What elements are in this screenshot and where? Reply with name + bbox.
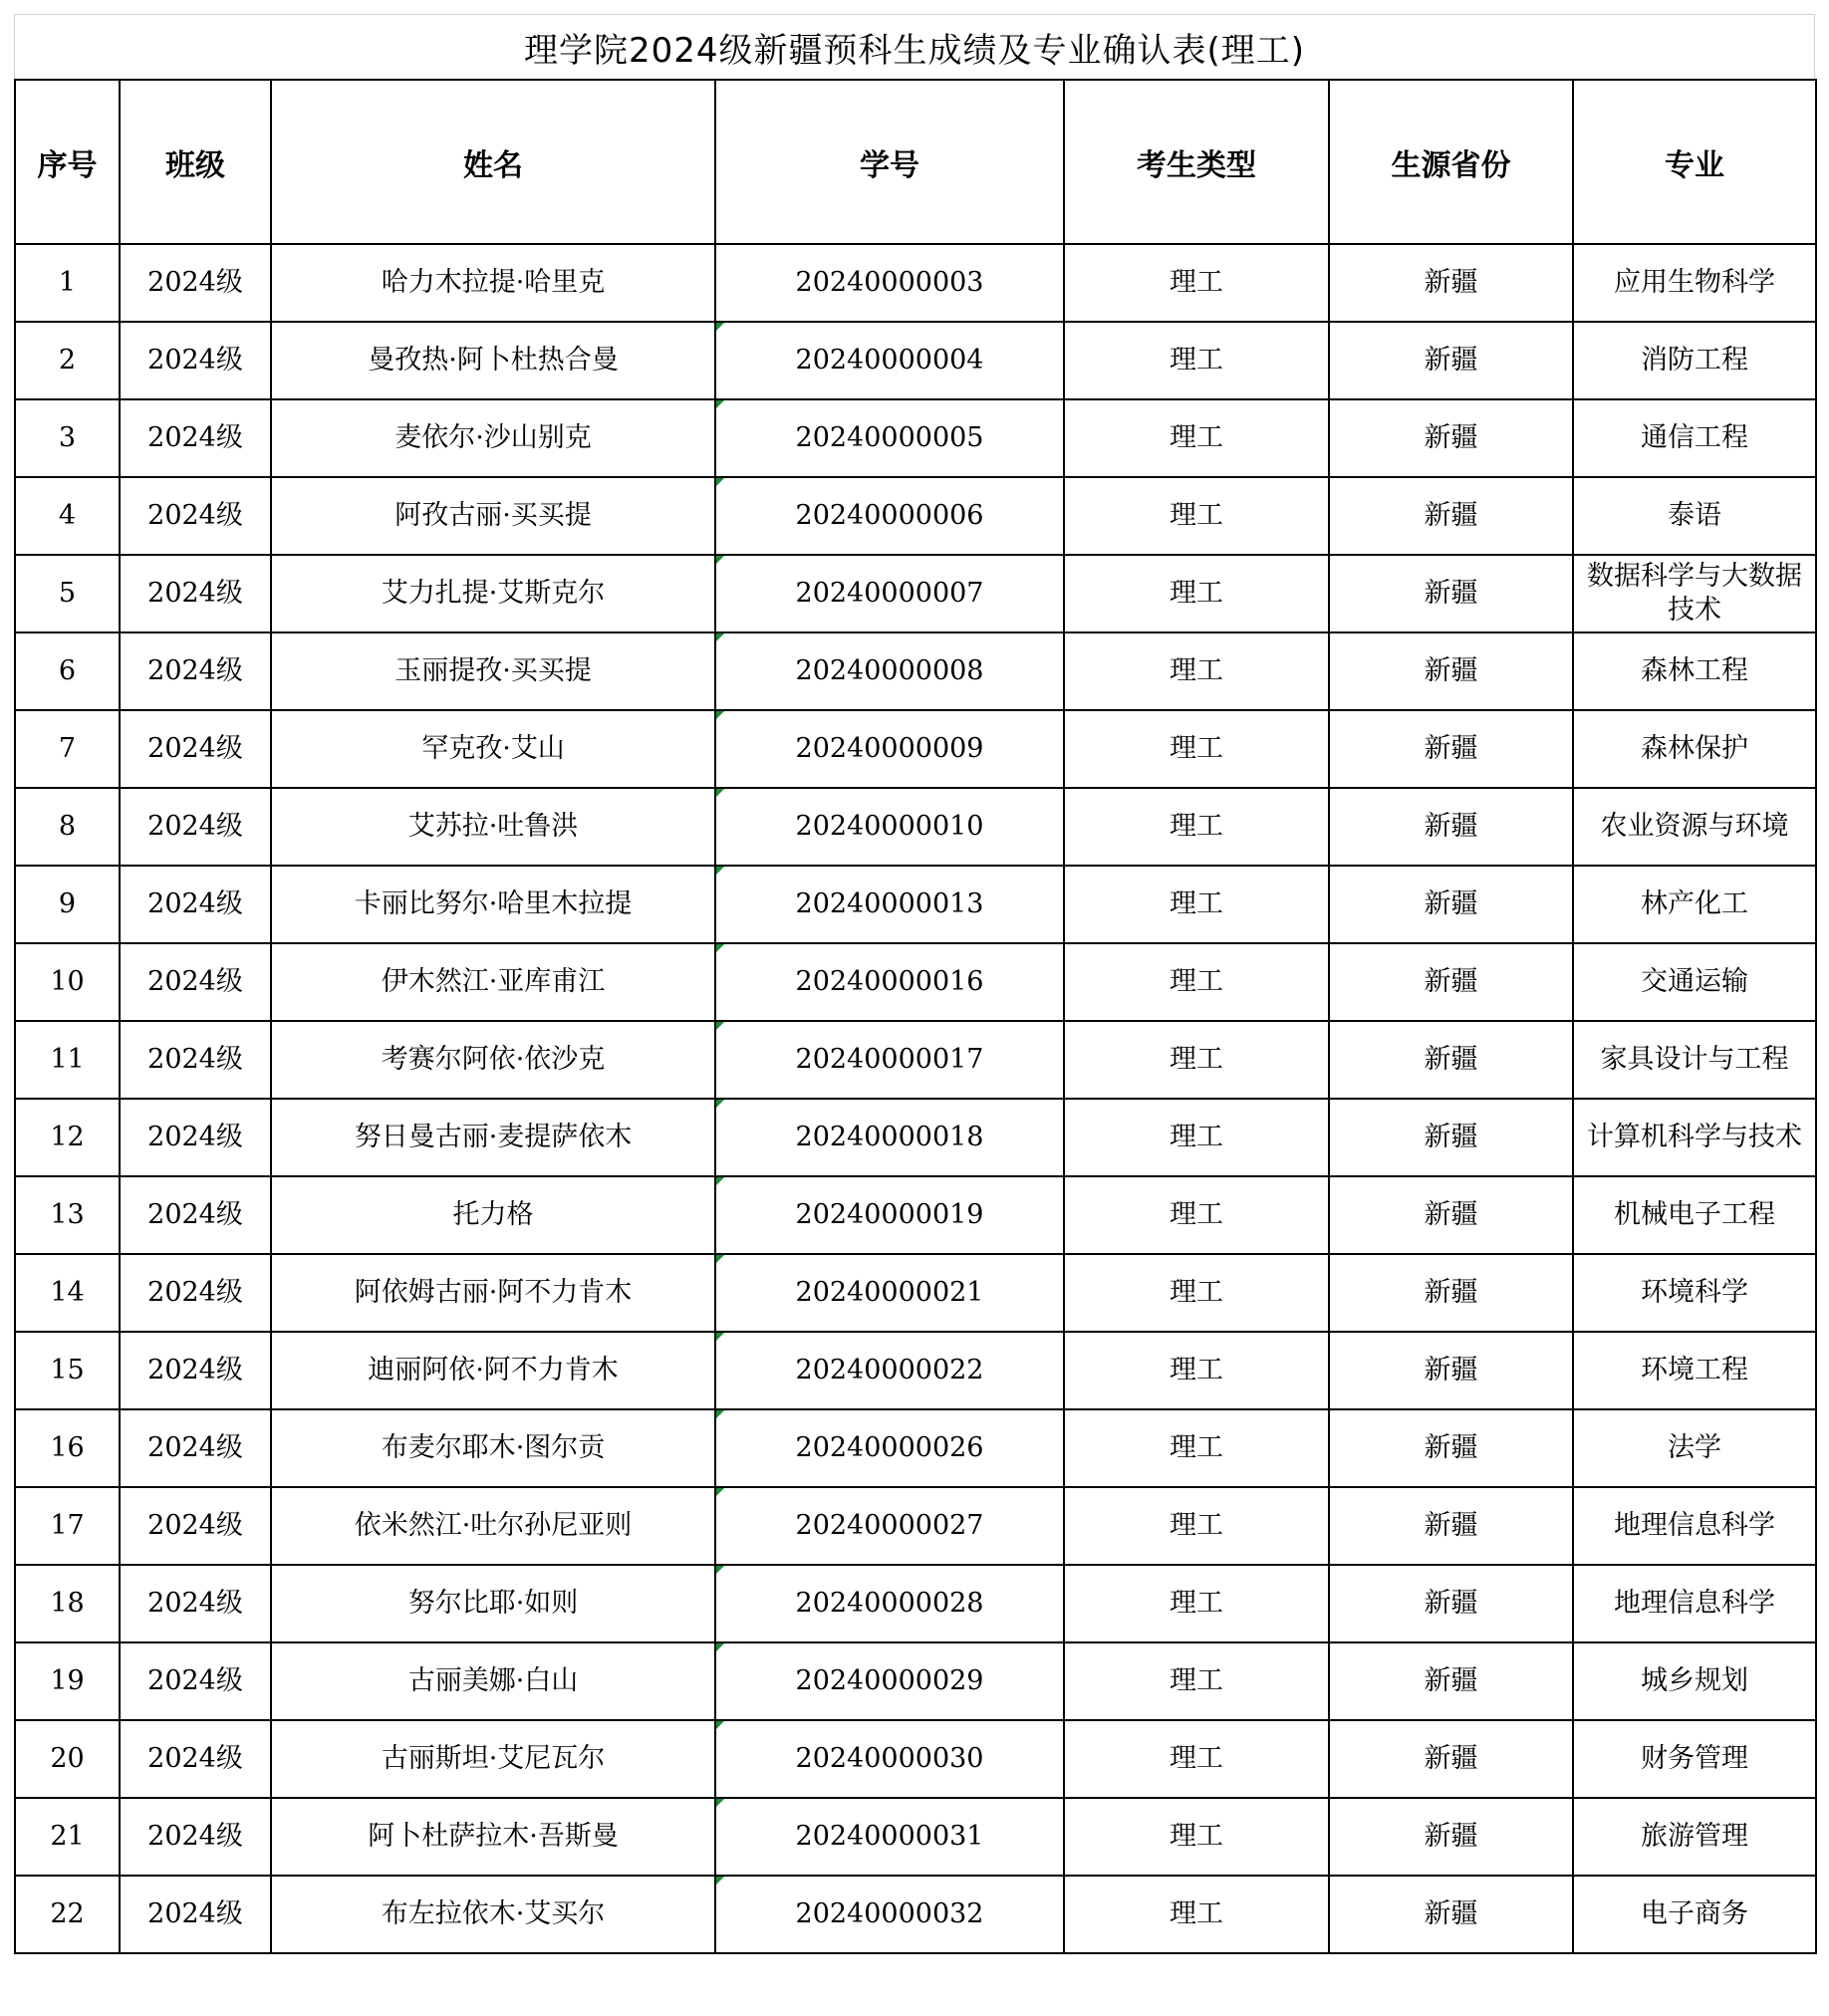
cell-class[interactable]: 2024级 <box>120 866 271 943</box>
cell-name[interactable]: 阿孜古丽·买买提 <box>271 477 715 555</box>
cell-province[interactable]: 新疆 <box>1329 1487 1573 1565</box>
cell-name[interactable]: 考赛尔阿依·依沙克 <box>271 1021 715 1099</box>
cell-index[interactable]: 6 <box>15 632 120 710</box>
cell-index[interactable]: 13 <box>15 1176 120 1254</box>
cell-province[interactable]: 新疆 <box>1329 1099 1573 1176</box>
header-class: 班级 <box>120 80 271 244</box>
cell-student-id[interactable]: 20240000018 <box>715 1099 1064 1176</box>
cell-index[interactable]: 14 <box>15 1254 120 1332</box>
cell-class[interactable]: 2024级 <box>120 1099 271 1176</box>
cell-province[interactable]: 新疆 <box>1329 1254 1573 1332</box>
table-row <box>15 1409 1816 1487</box>
cell-class[interactable]: 2024级 <box>120 943 271 1021</box>
cell-student-id[interactable]: 20240000021 <box>715 1254 1064 1332</box>
student-table <box>14 79 1817 1954</box>
table-row <box>15 710 1816 788</box>
cell-candidate-type[interactable]: 理工 <box>1064 1021 1329 1099</box>
cell-name[interactable]: 布麦尔耶木·图尔贡 <box>271 1409 715 1487</box>
cell-province[interactable]: 新疆 <box>1329 866 1573 943</box>
cell-name[interactable]: 阿依姆古丽·阿不力肯木 <box>271 1254 715 1332</box>
cell-candidate-type[interactable]: 理工 <box>1064 866 1329 943</box>
table-row <box>15 1876 1816 1953</box>
cell-index[interactable]: 17 <box>15 1487 120 1565</box>
cell-name[interactable]: 古丽美娜·白山 <box>271 1642 715 1720</box>
cell-major[interactable]: 地理信息科学 <box>1573 1565 1816 1642</box>
cell-candidate-type[interactable]: 理工 <box>1064 1798 1329 1876</box>
cell-name[interactable]: 布左拉依木·艾买尔 <box>271 1876 715 1953</box>
cell-major[interactable]: 交通运输 <box>1573 943 1816 1021</box>
cell-candidate-type[interactable]: 理工 <box>1064 1254 1329 1332</box>
cell-candidate-type[interactable]: 理工 <box>1064 244 1329 322</box>
cell-major[interactable]: 泰语 <box>1573 477 1816 555</box>
cell-candidate-type[interactable]: 理工 <box>1064 322 1329 399</box>
cell-province[interactable]: 新疆 <box>1329 943 1573 1021</box>
cell-province[interactable]: 新疆 <box>1329 1021 1573 1099</box>
cell-index[interactable]: 7 <box>15 710 120 788</box>
cell-name[interactable]: 阿卜杜萨拉木·吾斯曼 <box>271 1798 715 1876</box>
cell-index[interactable]: 22 <box>15 1876 120 1953</box>
table-row <box>15 399 1816 477</box>
cell-index[interactable]: 18 <box>15 1565 120 1642</box>
cell-student-id[interactable]: 20240000022 <box>715 1332 1064 1409</box>
cell-candidate-type[interactable]: 理工 <box>1064 788 1329 866</box>
cell-province[interactable]: 新疆 <box>1329 788 1573 866</box>
cell-class[interactable]: 2024级 <box>120 399 271 477</box>
table-row <box>15 1642 1816 1720</box>
spreadsheet-sheet <box>14 14 1815 1954</box>
cell-candidate-type[interactable]: 理工 <box>1064 1876 1329 1953</box>
cell-class[interactable]: 2024级 <box>120 1798 271 1876</box>
cell-student-id[interactable]: 20240000009 <box>715 710 1064 788</box>
table-row <box>15 1254 1816 1332</box>
cell-major[interactable]: 计算机科学与技术 <box>1573 1099 1816 1176</box>
cell-student-id[interactable]: 20240000006 <box>715 477 1064 555</box>
cell-candidate-type[interactable]: 理工 <box>1064 710 1329 788</box>
cell-class[interactable]: 2024级 <box>120 244 271 322</box>
cell-student-id[interactable]: 20240000007 <box>715 555 1064 632</box>
cell-major[interactable]: 法学 <box>1573 1409 1816 1487</box>
cell-class[interactable]: 2024级 <box>120 788 271 866</box>
cell-index[interactable]: 19 <box>15 1642 120 1720</box>
table-row <box>15 1021 1816 1099</box>
cell-province[interactable]: 新疆 <box>1329 555 1573 632</box>
cell-candidate-type[interactable]: 理工 <box>1064 1176 1329 1254</box>
cell-candidate-type[interactable]: 理工 <box>1064 943 1329 1021</box>
cell-class[interactable]: 2024级 <box>120 555 271 632</box>
cell-name[interactable]: 麦依尔·沙山别克 <box>271 399 715 477</box>
cell-name[interactable]: 艾苏拉·吐鲁洪 <box>271 788 715 866</box>
cell-name[interactable]: 伊木然江·亚库甫江 <box>271 943 715 1021</box>
cell-name[interactable]: 古丽斯坦·艾尼瓦尔 <box>271 1720 715 1798</box>
cell-major[interactable]: 城乡规划 <box>1573 1642 1816 1720</box>
cell-class[interactable]: 2024级 <box>120 1565 271 1642</box>
cell-province[interactable]: 新疆 <box>1329 244 1573 322</box>
cell-index[interactable]: 20 <box>15 1720 120 1798</box>
cell-province[interactable]: 新疆 <box>1329 477 1573 555</box>
cell-name[interactable]: 罕克孜·艾山 <box>271 710 715 788</box>
table-row <box>15 866 1816 943</box>
cell-candidate-type[interactable]: 理工 <box>1064 1642 1329 1720</box>
cell-candidate-type[interactable]: 理工 <box>1064 1565 1329 1642</box>
cell-candidate-type[interactable]: 理工 <box>1064 555 1329 632</box>
cell-name[interactable]: 努尔比耶·如则 <box>271 1565 715 1642</box>
cell-class[interactable]: 2024级 <box>120 1487 271 1565</box>
cell-index[interactable]: 4 <box>15 477 120 555</box>
table-row <box>15 322 1816 399</box>
cell-province[interactable]: 新疆 <box>1329 1876 1573 1953</box>
cell-student-id[interactable]: 20240000005 <box>715 399 1064 477</box>
cell-province[interactable]: 新疆 <box>1329 1720 1573 1798</box>
cell-student-id[interactable]: 20240000027 <box>715 1487 1064 1565</box>
cell-student-id[interactable]: 20240000013 <box>715 866 1064 943</box>
cell-province[interactable]: 新疆 <box>1329 1565 1573 1642</box>
cell-name[interactable]: 依米然江·吐尔孙尼亚则 <box>271 1487 715 1565</box>
cell-student-id[interactable]: 20240000028 <box>715 1565 1064 1642</box>
cell-class[interactable]: 2024级 <box>120 322 271 399</box>
header-name: 姓名 <box>271 80 715 244</box>
cell-province[interactable]: 新疆 <box>1329 1798 1573 1876</box>
cell-class[interactable]: 2024级 <box>120 1332 271 1409</box>
cell-province[interactable]: 新疆 <box>1329 1642 1573 1720</box>
cell-student-id[interactable]: 20240000004 <box>715 322 1064 399</box>
cell-student-id[interactable]: 20240000031 <box>715 1798 1064 1876</box>
cell-candidate-type[interactable]: 理工 <box>1064 1332 1329 1409</box>
cell-class[interactable]: 2024级 <box>120 1254 271 1332</box>
table-body <box>15 244 1816 1953</box>
cell-class[interactable]: 2024级 <box>120 1409 271 1487</box>
cell-major[interactable]: 消防工程 <box>1573 322 1816 399</box>
cell-major[interactable]: 家具设计与工程 <box>1573 1021 1816 1099</box>
table-row <box>15 1487 1816 1565</box>
cell-index[interactable]: 11 <box>15 1021 120 1099</box>
cell-name[interactable]: 卡丽比努尔·哈里木拉提 <box>271 866 715 943</box>
cell-index[interactable]: 8 <box>15 788 120 866</box>
table-row <box>15 943 1816 1021</box>
cell-index[interactable]: 21 <box>15 1798 120 1876</box>
cell-major[interactable]: 机械电子工程 <box>1573 1176 1816 1254</box>
cell-class[interactable]: 2024级 <box>120 477 271 555</box>
table-row <box>15 632 1816 710</box>
cell-major[interactable]: 地理信息科学 <box>1573 1487 1816 1565</box>
table-header <box>15 80 1816 244</box>
cell-index[interactable]: 2 <box>15 322 120 399</box>
cell-class[interactable]: 2024级 <box>120 1176 271 1254</box>
cell-class[interactable]: 2024级 <box>120 1021 271 1099</box>
cell-index[interactable]: 12 <box>15 1099 120 1176</box>
cell-student-id[interactable]: 20240000030 <box>715 1720 1064 1798</box>
cell-class[interactable]: 2024级 <box>120 710 271 788</box>
cell-index[interactable]: 3 <box>15 399 120 477</box>
table-row <box>15 1798 1816 1876</box>
table-row <box>15 1565 1816 1642</box>
cell-name[interactable]: 托力格 <box>271 1176 715 1254</box>
table-row <box>15 555 1816 632</box>
table-row <box>15 1099 1816 1176</box>
header-candidate-type: 考生类型 <box>1064 80 1329 244</box>
cell-name[interactable]: 迪丽阿依·阿不力肯木 <box>271 1332 715 1409</box>
cell-province[interactable]: 新疆 <box>1329 1176 1573 1254</box>
cell-student-id[interactable]: 20240000019 <box>715 1176 1064 1254</box>
cell-province[interactable]: 新疆 <box>1329 322 1573 399</box>
cell-class[interactable]: 2024级 <box>120 1642 271 1720</box>
cell-candidate-type[interactable]: 理工 <box>1064 1487 1329 1565</box>
cell-candidate-type[interactable]: 理工 <box>1064 632 1329 710</box>
header-row <box>15 80 1816 244</box>
header-index: 序号 <box>15 80 120 244</box>
cell-index[interactable]: 1 <box>15 244 120 322</box>
cell-index[interactable]: 5 <box>15 555 120 632</box>
cell-candidate-type[interactable]: 理工 <box>1064 1099 1329 1176</box>
cell-major[interactable]: 应用生物科学 <box>1573 244 1816 322</box>
cell-class[interactable]: 2024级 <box>120 1876 271 1953</box>
table-title: 理学院2024级新疆预科生成绩及专业确认表(理工) <box>14 14 1815 79</box>
cell-student-id[interactable]: 20240000017 <box>715 1021 1064 1099</box>
header-student-id: 学号 <box>715 80 1064 244</box>
table-row <box>15 1332 1816 1409</box>
cell-name[interactable]: 玉丽提孜·买买提 <box>271 632 715 710</box>
cell-major[interactable]: 旅游管理 <box>1573 1798 1816 1876</box>
table-row <box>15 788 1816 866</box>
header-major: 专业 <box>1573 80 1816 244</box>
cell-class[interactable]: 2024级 <box>120 632 271 710</box>
cell-major[interactable]: 农业资源与环境 <box>1573 788 1816 866</box>
cell-major[interactable]: 森林保护 <box>1573 710 1816 788</box>
cell-major[interactable]: 电子商务 <box>1573 1876 1816 1953</box>
cell-major[interactable]: 通信工程 <box>1573 399 1816 477</box>
cell-index[interactable]: 15 <box>15 1332 120 1409</box>
cell-name[interactable]: 努日曼古丽·麦提萨依木 <box>271 1099 715 1176</box>
cell-student-id[interactable]: 20240000010 <box>715 788 1064 866</box>
table-row <box>15 1176 1816 1254</box>
header-province: 生源省份 <box>1329 80 1573 244</box>
cell-index[interactable]: 9 <box>15 866 120 943</box>
cell-major[interactable]: 数据科学与大数据技术 <box>1573 555 1816 632</box>
cell-province[interactable]: 新疆 <box>1329 632 1573 710</box>
cell-class[interactable]: 2024级 <box>120 1720 271 1798</box>
cell-province[interactable]: 新疆 <box>1329 1332 1573 1409</box>
cell-candidate-type[interactable]: 理工 <box>1064 1720 1329 1798</box>
cell-student-id[interactable]: 20240000003 <box>715 244 1064 322</box>
cell-student-id[interactable]: 20240000032 <box>715 1876 1064 1953</box>
table-row <box>15 1720 1816 1798</box>
cell-candidate-type[interactable]: 理工 <box>1064 1409 1329 1487</box>
table-row <box>15 477 1816 555</box>
cell-major[interactable]: 森林工程 <box>1573 632 1816 710</box>
cell-name[interactable]: 艾力扎提·艾斯克尔 <box>271 555 715 632</box>
cell-name[interactable]: 哈力木拉提·哈里克 <box>271 244 715 322</box>
cell-student-id[interactable]: 20240000026 <box>715 1409 1064 1487</box>
table-row <box>15 244 1816 322</box>
cell-major[interactable]: 环境工程 <box>1573 1332 1816 1409</box>
cell-student-id[interactable]: 20240000016 <box>715 943 1064 1021</box>
cell-name[interactable]: 曼孜热·阿卜杜热合曼 <box>271 322 715 399</box>
cell-province[interactable]: 新疆 <box>1329 399 1573 477</box>
cell-major[interactable]: 林产化工 <box>1573 866 1816 943</box>
cell-student-id[interactable]: 20240000029 <box>715 1642 1064 1720</box>
cell-student-id[interactable]: 20240000008 <box>715 632 1064 710</box>
cell-candidate-type[interactable]: 理工 <box>1064 477 1329 555</box>
cell-index[interactable]: 10 <box>15 943 120 1021</box>
cell-province[interactable]: 新疆 <box>1329 1409 1573 1487</box>
cell-province[interactable]: 新疆 <box>1329 710 1573 788</box>
cell-candidate-type[interactable]: 理工 <box>1064 399 1329 477</box>
cell-major[interactable]: 财务管理 <box>1573 1720 1816 1798</box>
cell-index[interactable]: 16 <box>15 1409 120 1487</box>
cell-major[interactable]: 环境科学 <box>1573 1254 1816 1332</box>
